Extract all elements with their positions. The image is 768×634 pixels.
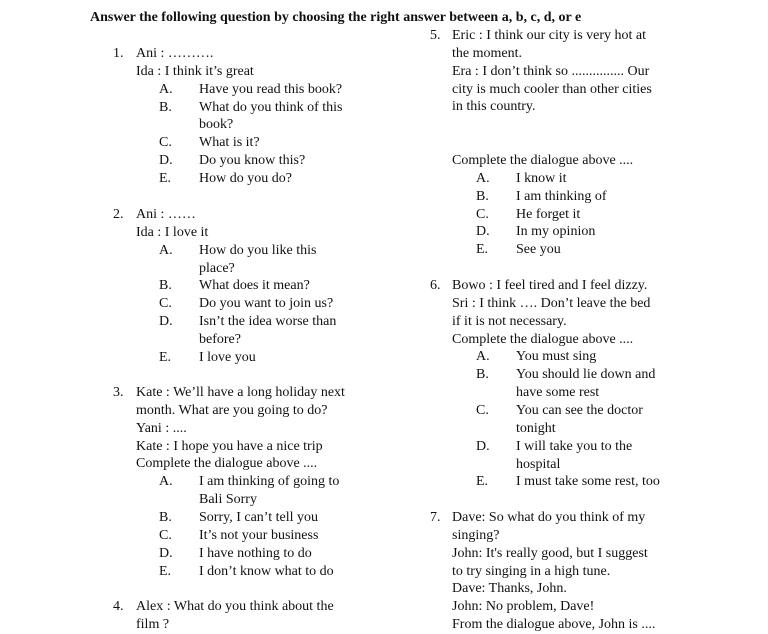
option-letter: D. [476,438,490,454]
question-line: Ani : ………. [136,46,214,61]
option-letter: C. [476,402,489,418]
option-letter: D. [159,314,173,330]
option-text: tonight [516,420,556,436]
question-line: film ? [136,616,170,632]
option-text: I love you [199,349,256,365]
question-line: city is much cooler than other cities [452,81,652,97]
option-text: Have you read this book? [199,81,343,97]
option-letter: A. [159,474,173,490]
option-letter: E. [476,242,489,258]
option-text: I am thinking of [516,188,607,204]
option-text: place? [199,260,235,276]
option-letter: A. [476,349,490,365]
question-line: Yani : .... [136,420,187,436]
question-line: Dave: So what do you think of my [452,510,646,525]
option-text: I am thinking of going to [199,474,340,490]
option-text: hospital [516,456,561,472]
option-text: I don’t know what to do [199,563,334,579]
question-line: John: It's really good, but I suggest [452,545,648,561]
option-letter: B. [159,278,172,294]
question-line: Ani : …… [136,207,196,222]
question-line: Complete the dialogue above .... [136,456,318,472]
question-number: 5. [430,28,441,43]
question-number: 4. [113,599,124,614]
option-text: I know it [516,170,567,186]
option-text: How do you do? [199,170,292,186]
option-letter: E. [476,474,489,490]
question-line: the moment. [452,45,522,61]
question-line: month. What are you going to do? [136,402,328,418]
question-line: Kate : I hope you have a nice trip [136,438,323,454]
option-text: You should lie down and [516,367,656,383]
option-text: before? [199,331,241,347]
question-number: 7. [430,510,441,525]
question-line: Sri : I think …. Don’t leave the bed [452,295,651,311]
option-text: What is it? [199,135,260,151]
option-text: You can see the doctor [516,402,643,418]
question-line: Alex : What do you think about the [136,599,334,614]
question-line: Bowo : I feel tired and I feel dizzy. [452,278,648,293]
question-line: From the dialogue above, John is .... [452,617,656,633]
option-text: I will take you to the [516,438,633,454]
option-text: You must sing [516,349,597,365]
option-text: Do you want to join us? [199,296,334,312]
question-line: in this country. [452,99,536,115]
question-line: Complete the dialogue above .... [452,331,634,347]
question-line: Complete the dialogue above .... [452,152,634,168]
option-letter: E. [159,349,172,365]
option-letter: A. [159,81,173,97]
page-title: Answer the following question by choosing the right answer between a, b, c, d, or e [90,10,582,25]
option-letter: D. [159,153,173,169]
option-letter: B. [159,509,172,525]
question-line: Eric : I think our city is very hot at [452,28,647,43]
option-text: He forget it [516,206,581,222]
option-letter: A. [159,242,173,258]
option-letter: C. [159,296,172,312]
option-letter: B. [159,99,172,115]
option-letter: A. [476,170,490,186]
question-line: Dave: Thanks, John. [452,581,567,597]
option-text: Isn’t the idea worse than [199,314,337,330]
question-number: 6. [430,278,441,293]
option-text: How do you like this [199,242,317,258]
option-letter: B. [476,367,489,383]
option-text: Bali Sorry [199,492,257,508]
question-number: 1. [113,46,124,61]
option-letter: C. [476,206,489,222]
question-line: to try singing in a high tune. [452,563,611,579]
option-letter: E. [159,563,172,579]
option-text: What do you think of this [199,99,343,115]
option-text: See you [516,242,561,258]
question-number: 2. [113,207,124,222]
option-letter: C. [159,135,172,151]
question-line: Ida : I think it’s great [136,63,254,79]
option-text: What does it mean? [199,278,310,294]
question-line: Kate : We’ll have a long holiday next [136,385,345,400]
question-line: John: No problem, Dave! [452,599,595,615]
question-line: Era : I don’t think so ............... Our [452,63,650,79]
option-text: Do you know this? [199,153,306,169]
option-text: book? [199,117,234,133]
question-line: singing? [452,527,500,543]
option-text: In my opinion [516,224,596,240]
option-letter: E. [159,170,172,186]
question-number: 3. [113,385,124,400]
option-text: It’s not your business [199,527,319,543]
question-line: if it is not necessary. [452,313,567,329]
question-line: Ida : I love it [136,224,209,240]
option-text: have some rest [516,385,600,401]
option-letter: D. [159,545,173,561]
option-letter: D. [476,224,490,240]
option-text: Sorry, I can’t tell you [199,509,318,525]
option-letter: B. [476,188,489,204]
option-text: I have nothing to do [199,545,312,561]
option-text: I must take some rest, too [516,474,660,490]
option-letter: C. [159,527,172,543]
